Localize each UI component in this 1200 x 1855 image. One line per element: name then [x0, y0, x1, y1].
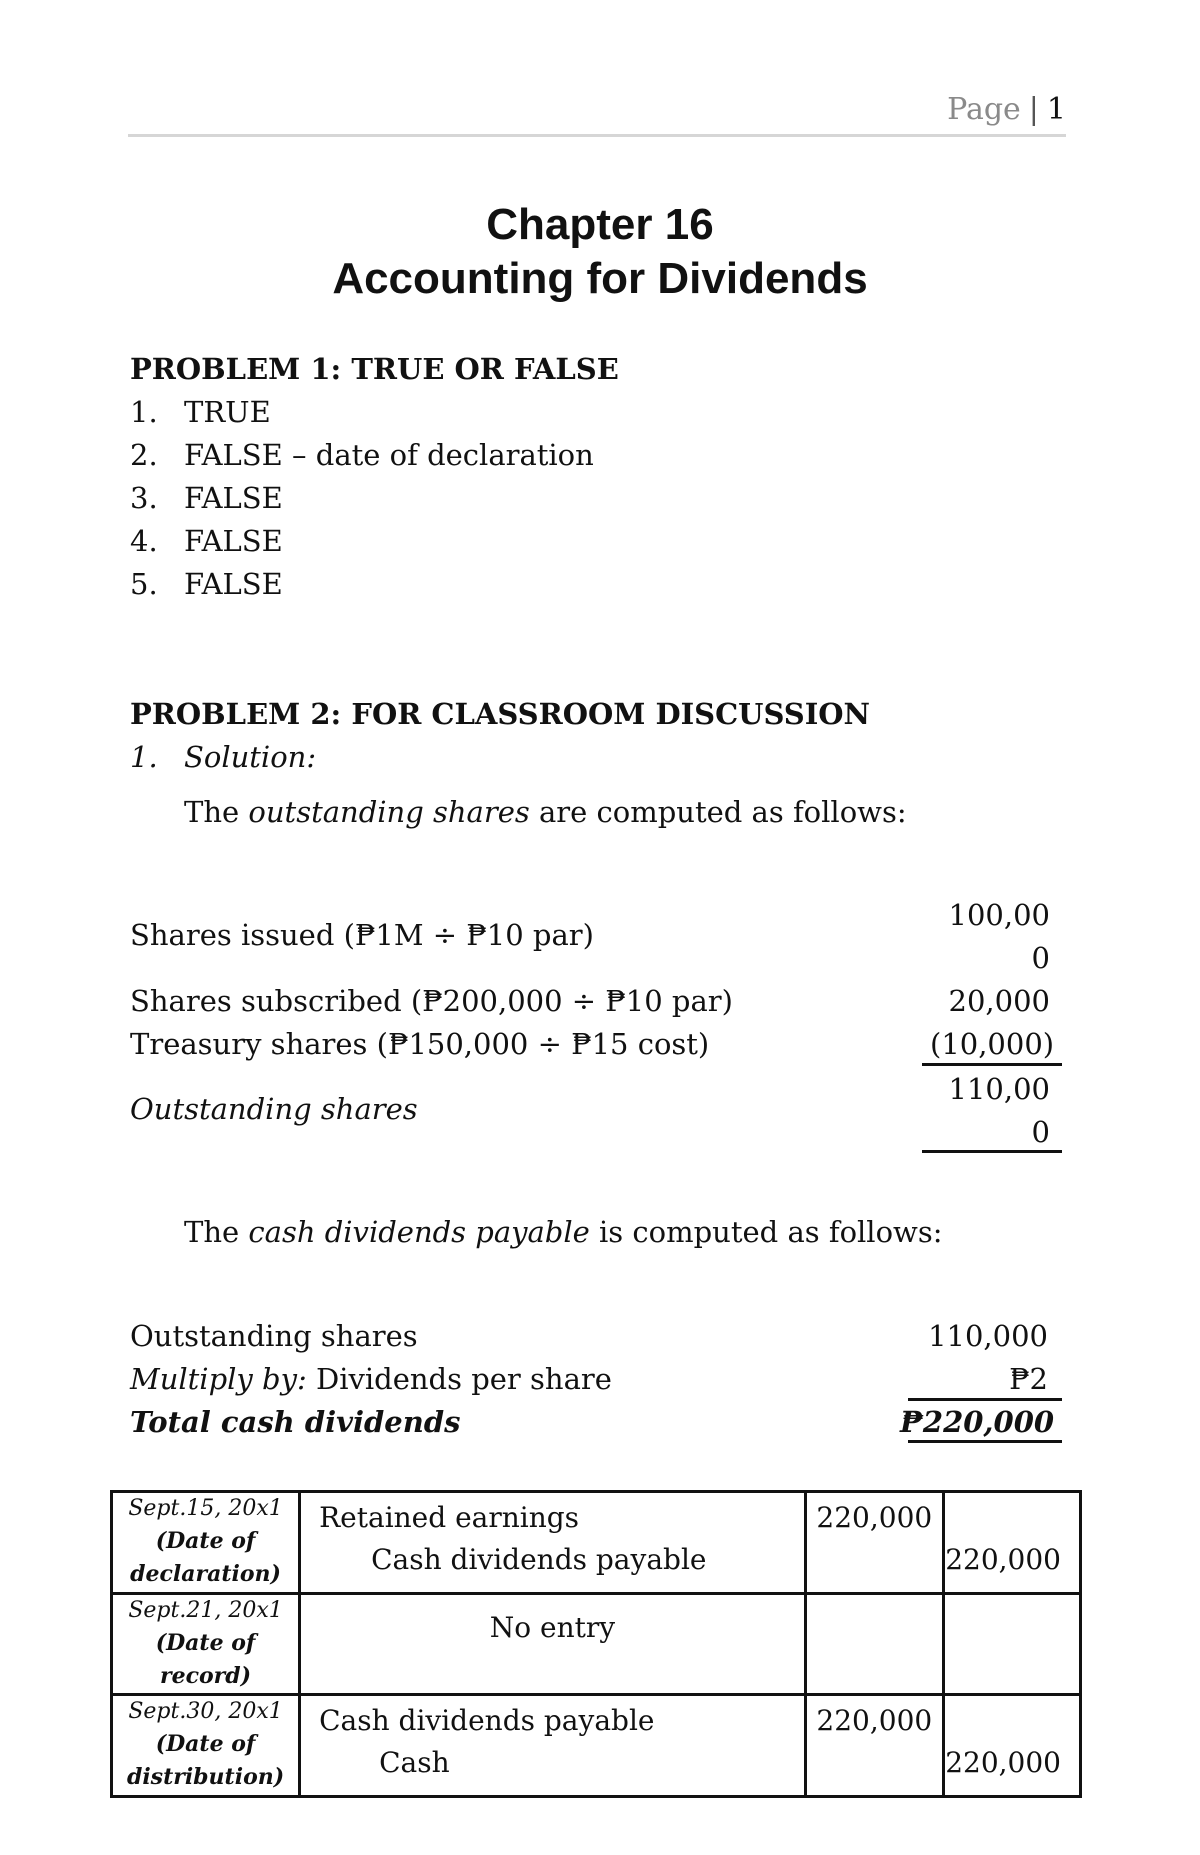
problem1-heading: PROBLEM 1: TRUE OR FALSE — [130, 352, 619, 386]
shares-issued-label: Shares issued (₱1M ÷ ₱10 par) — [130, 918, 594, 952]
list-item: 3. FALSE — [130, 481, 283, 515]
solution-label: 1. Solution: — [130, 740, 317, 774]
total-rule — [922, 1150, 1062, 1153]
debit-cell: 220,000 — [805, 1492, 943, 1594]
page-separator: | — [1028, 92, 1039, 127]
chapter-number: Chapter 16 — [486, 200, 714, 249]
date-cell: Sept.21, 20x1 (Date of record) — [112, 1594, 300, 1695]
credit-cell — [944, 1594, 1081, 1695]
shares-subscribed-label: Shares subscribed (₱200,000 ÷ ₱10 par) — [130, 984, 733, 1018]
journal-entries-table — [110, 1490, 1082, 1798]
page-word: Page — [947, 92, 1021, 127]
cash-dividends-intro: The cash dividends payable is computed as follows: — [184, 1215, 943, 1249]
credit-cell: 220,000 — [944, 1695, 1081, 1797]
list-item: 5. FALSE — [130, 567, 283, 601]
table-row — [112, 1695, 1081, 1797]
table-row — [112, 1594, 1081, 1695]
page-header — [128, 92, 1066, 137]
list-item: 1. TRUE — [130, 395, 271, 429]
debit-cell: 220,000 — [805, 1695, 943, 1797]
account-cell: No entry — [300, 1594, 806, 1695]
subtotal-rule — [922, 1063, 1062, 1066]
treasury-shares-label: Treasury shares (₱150,000 ÷ ₱15 cost) — [130, 1027, 710, 1061]
treasury-shares-value: (10,000) — [930, 1027, 1055, 1061]
cash-subtotal-rule — [908, 1398, 1062, 1401]
problem2-heading: PROBLEM 2: FOR CLASSROOM DISCUSSION — [130, 697, 871, 731]
date-cell: Sept.30, 20x1 (Date of distribution) — [112, 1695, 300, 1797]
cash-outstanding-value: 110,000 — [928, 1319, 1048, 1353]
list-item: 4. FALSE — [130, 524, 283, 558]
multiply-row-label: Multiply by: Dividends per share — [130, 1362, 612, 1396]
total-cash-dividends-value: ₱220,000 — [900, 1405, 1055, 1439]
outstanding-shares-value-line1: 110,00 — [948, 1072, 1050, 1106]
table-row — [112, 1492, 1081, 1594]
account-cell: Cash dividends payable Cash — [300, 1695, 806, 1797]
list-item: 2. FALSE – date of declaration — [130, 438, 594, 472]
dividend-per-share-value: ₱2 — [1009, 1362, 1048, 1396]
shares-issued-value-line1: 100,00 — [948, 898, 1050, 932]
chapter-title: Accounting for Dividends — [332, 254, 868, 303]
total-cash-dividends-label: Total cash dividends — [130, 1405, 461, 1439]
date-cell: Sept.15, 20x1 (Date of declaration) — [112, 1492, 300, 1594]
cash-outstanding-label: Outstanding shares — [130, 1319, 418, 1353]
cash-total-rule — [908, 1440, 1062, 1443]
shares-subscribed-value: 20,000 — [948, 984, 1050, 1018]
page-number: 1 — [1046, 92, 1066, 127]
outstanding-shares-value-line2: 0 — [1031, 1115, 1050, 1149]
page-number-label — [947, 92, 1066, 127]
outstanding-shares-label: Outstanding shares — [130, 1092, 418, 1126]
outstanding-intro: The outstanding shares are computed as follows: — [184, 795, 907, 829]
debit-cell — [805, 1594, 943, 1695]
credit-cell: 220,000 — [944, 1492, 1081, 1594]
shares-issued-value-line2: 0 — [1031, 941, 1050, 975]
account-cell: Retained earnings Cash dividends payable — [300, 1492, 806, 1594]
